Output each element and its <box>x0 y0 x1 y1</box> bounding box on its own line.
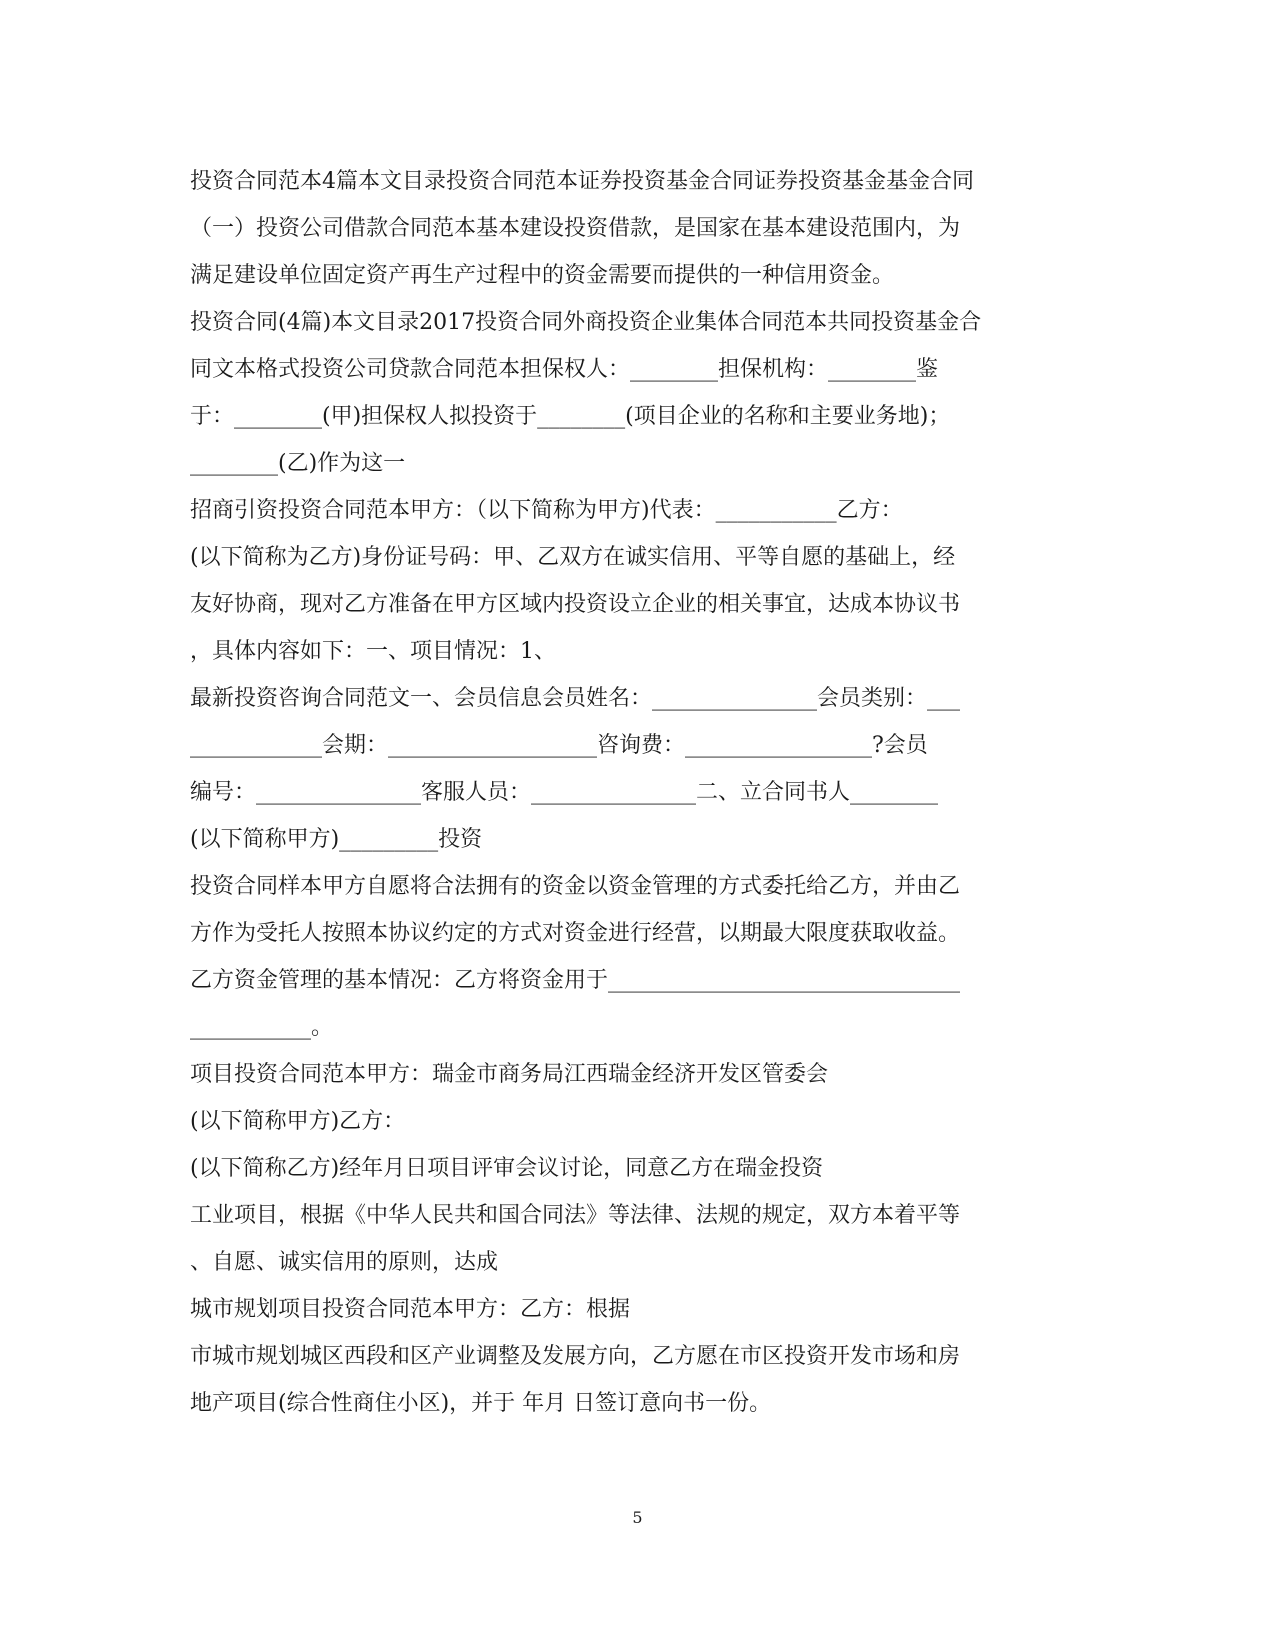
text-line: 工业项目，根据《中华人民共和国合同法》等法律、法规的规定，双方本着平等 <box>190 1203 961 1228</box>
text-line: 城市规划项目投资合同范本甲方：乙方：根据 <box>190 1297 631 1322</box>
text-line: 投资合同(4篇)本文目录2017投资合同外商投资企业集体合同范本共同投资基金合 <box>190 310 982 335</box>
text-line: ，具体内容如下：一、项目情况：1、 <box>190 639 556 664</box>
text-line: 投资合同范本4篇本文目录投资合同范本证券投资基金合同证券投资基金基金合同 <box>190 169 974 194</box>
document-body <box>190 158 1070 1427</box>
text-line: (以下简称甲方)_________投资 <box>190 827 483 852</box>
text-line: (以下简称乙方)经年月日项目评审会议讨论，同意乙方在瑞金投资 <box>190 1156 824 1181</box>
text-line: 项目投资合同范本甲方：瑞金市商务局江西瑞金经济开发区管委会 <box>190 1062 829 1087</box>
text-line: 地产项目(综合性商住小区)，并于 年月 日签订意向书一份。 <box>190 1391 772 1416</box>
text-line: 友好协商，现对乙方准备在甲方区域内投资设立企业的相关事宜，达成本协议书 <box>190 592 961 617</box>
text-line: 于：________(甲)担保权人拟投资于________(项目企业的名称和主要业务地)； <box>190 404 951 429</box>
text-line: 市城市规划城区西段和区产业调整及发展方向，乙方愿在市区投资开发市场和房 <box>190 1344 961 1369</box>
text-line: 同文本格式投资公司贷款合同范本担保权人：________担保机构：________鉴 <box>190 357 939 382</box>
text-line: 方作为受托人按照本协议约定的方式对资金进行经营，以期最大限度获取收益。 <box>190 921 961 946</box>
text-line: (以下简称为乙方)身份证号码：甲、乙双方在诚实信用、平等自愿的基础上，经 <box>190 545 956 570</box>
text-line: 投资合同样本甲方自愿将合法拥有的资金以资金管理的方式委托给乙方，并由乙 <box>190 874 961 899</box>
text-line: ________(乙)作为这一 <box>190 451 406 476</box>
text-line: 乙方资金管理的基本情况：乙方将资金用于________________________________ <box>190 968 961 993</box>
text-line: 编号：_______________客服人员：_______________二、立合同书人________ <box>190 780 939 805</box>
text-line: 满足建设单位固定资产再生产过程中的资金需要而提供的一种信用资金。 <box>190 263 895 288</box>
text-line: 最新投资咨询合同范文一、会员信息会员姓名：_______________会员类别：___ <box>190 686 961 711</box>
text-line: (以下简称甲方)乙方： <box>190 1109 406 1134</box>
page-number: 5 <box>632 1508 643 1527</box>
text-line: （一）投资公司借款合同范本基本建设投资借款，是国家在基本建设范围内，为 <box>190 216 961 241</box>
text-line: 、自愿、诚实信用的原则，达成 <box>190 1250 499 1275</box>
text-line: 招商引资投资合同范本甲方：（以下简称为甲方)代表：___________乙方： <box>190 498 903 523</box>
text-line: ____________会期：___________________咨询费：_________________?会员 <box>190 733 928 758</box>
text-line: ___________。 <box>190 1015 334 1040</box>
